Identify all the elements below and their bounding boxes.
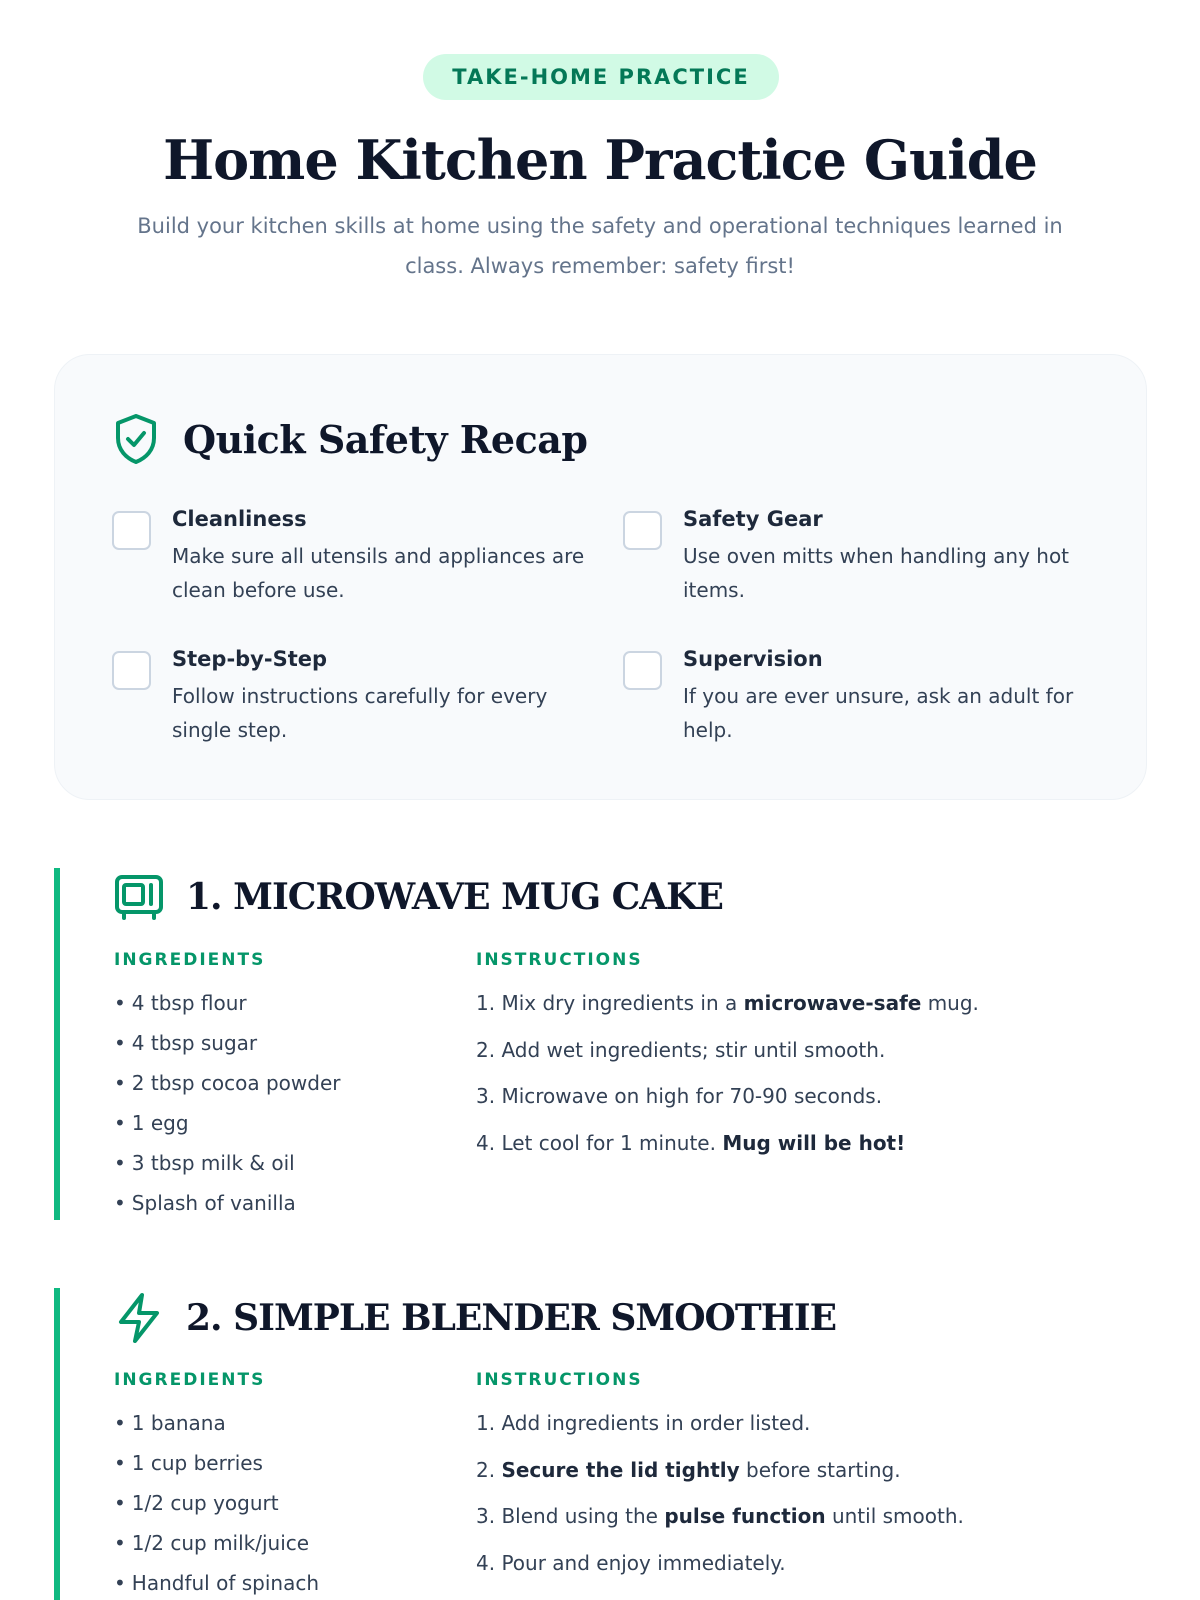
ingredient-item: • 4 tbsp flour — [114, 983, 340, 1023]
safety-item-label: Supervision — [683, 647, 823, 671]
checkbox[interactable] — [623, 651, 662, 690]
recipe-mug-cake — [54, 868, 1154, 1220]
ingredients-heading: INGREDIENTS — [114, 950, 266, 970]
instruction-step: 1. Mix dry ingredients in a microwave-safe mug. — [476, 991, 979, 1015]
safety-item-desc: Make sure all utensils and appliances are clean before use. — [172, 544, 585, 602]
practice-badge: TAKE-HOME PRACTICE — [423, 54, 779, 100]
safety-item-label: Cleanliness — [172, 507, 307, 531]
recipe-title: 2. SIMPLE BLENDER SMOOTHIE — [186, 1297, 837, 1339]
ingredient-item: • 1 cup berries — [114, 1443, 319, 1483]
safety-item-desc: Use oven mitts when handling any hot items. — [683, 544, 1070, 602]
recipe-title-row — [114, 1292, 836, 1344]
safety-item-label: Step-by-Step — [172, 647, 328, 671]
instructions-heading: INSTRUCTIONS — [476, 1370, 643, 1390]
checkbox[interactable] — [112, 651, 151, 690]
ingredient-item: • 1/2 cup yogurt — [114, 1483, 319, 1523]
safety-item-desc: If you are ever unsure, ask an adult for help. — [683, 684, 1074, 742]
page-subtitle: Build your kitchen skills at home using the safety and operational techniques learned in class. Always remember: safety first! — [137, 214, 1063, 278]
checkbox[interactable] — [112, 511, 151, 550]
ingredient-item: • 1/2 cup milk/juice — [114, 1523, 319, 1563]
recipe-accent-bar — [54, 1288, 60, 1600]
recipe-smoothie — [54, 1288, 1154, 1600]
instructions-heading: INSTRUCTIONS — [476, 950, 643, 970]
instruction-step: 4. Pour and enjoy immediately. — [476, 1550, 786, 1575]
recipe-title-row — [114, 874, 723, 920]
instruction-step: 3. Blend using the pulse function until smooth. — [476, 1504, 964, 1528]
instruction-step: 1. Add ingredients in order listed. — [476, 1411, 811, 1435]
safety-item-desc: Follow instructions carefully for every single step. — [172, 684, 548, 742]
ingredient-item: • 3 tbsp milk & oil — [114, 1143, 340, 1183]
ingredients-list — [114, 1403, 319, 1600]
ingredient-item: • Handful of spinach — [114, 1563, 319, 1600]
ingredient-item: • 1 egg — [114, 1103, 340, 1143]
ingredient-item: • 2 tbsp cocoa powder — [114, 1063, 340, 1103]
lightning-bolt-icon — [114, 1292, 164, 1344]
instructions-list — [476, 1403, 964, 1589]
ingredient-item: • 1 banana — [114, 1403, 319, 1443]
ingredient-item: • Splash of vanilla — [114, 1183, 340, 1223]
recipe-title: 1. MICROWAVE MUG CAKE — [186, 876, 723, 918]
safety-title: Quick Safety Recap — [183, 416, 588, 462]
safety-title-row — [113, 413, 587, 465]
safety-item-label: Safety Gear — [683, 507, 823, 531]
instructions-list — [476, 983, 979, 1169]
microwave-icon — [114, 874, 164, 920]
ingredients-heading: INGREDIENTS — [114, 1370, 266, 1390]
instruction-step: 2. Secure the lid tightly before starting. — [476, 1457, 901, 1482]
shield-check-icon — [113, 413, 159, 465]
instruction-step: 3. Microwave on high for 70-90 seconds. — [476, 1084, 883, 1108]
recipe-accent-bar — [54, 868, 60, 1220]
page-title: Home Kitchen Practice Guide — [163, 128, 1037, 192]
safety-recap-card — [54, 354, 1147, 800]
ingredients-list — [114, 983, 340, 1223]
ingredient-item: • 4 tbsp sugar — [114, 1023, 340, 1063]
instruction-step: 4. Let cool for 1 minute. Mug will be hot! — [476, 1130, 906, 1155]
checkbox[interactable] — [623, 511, 662, 550]
instruction-step: 2. Add wet ingredients; stir until smooth. — [476, 1037, 886, 1062]
